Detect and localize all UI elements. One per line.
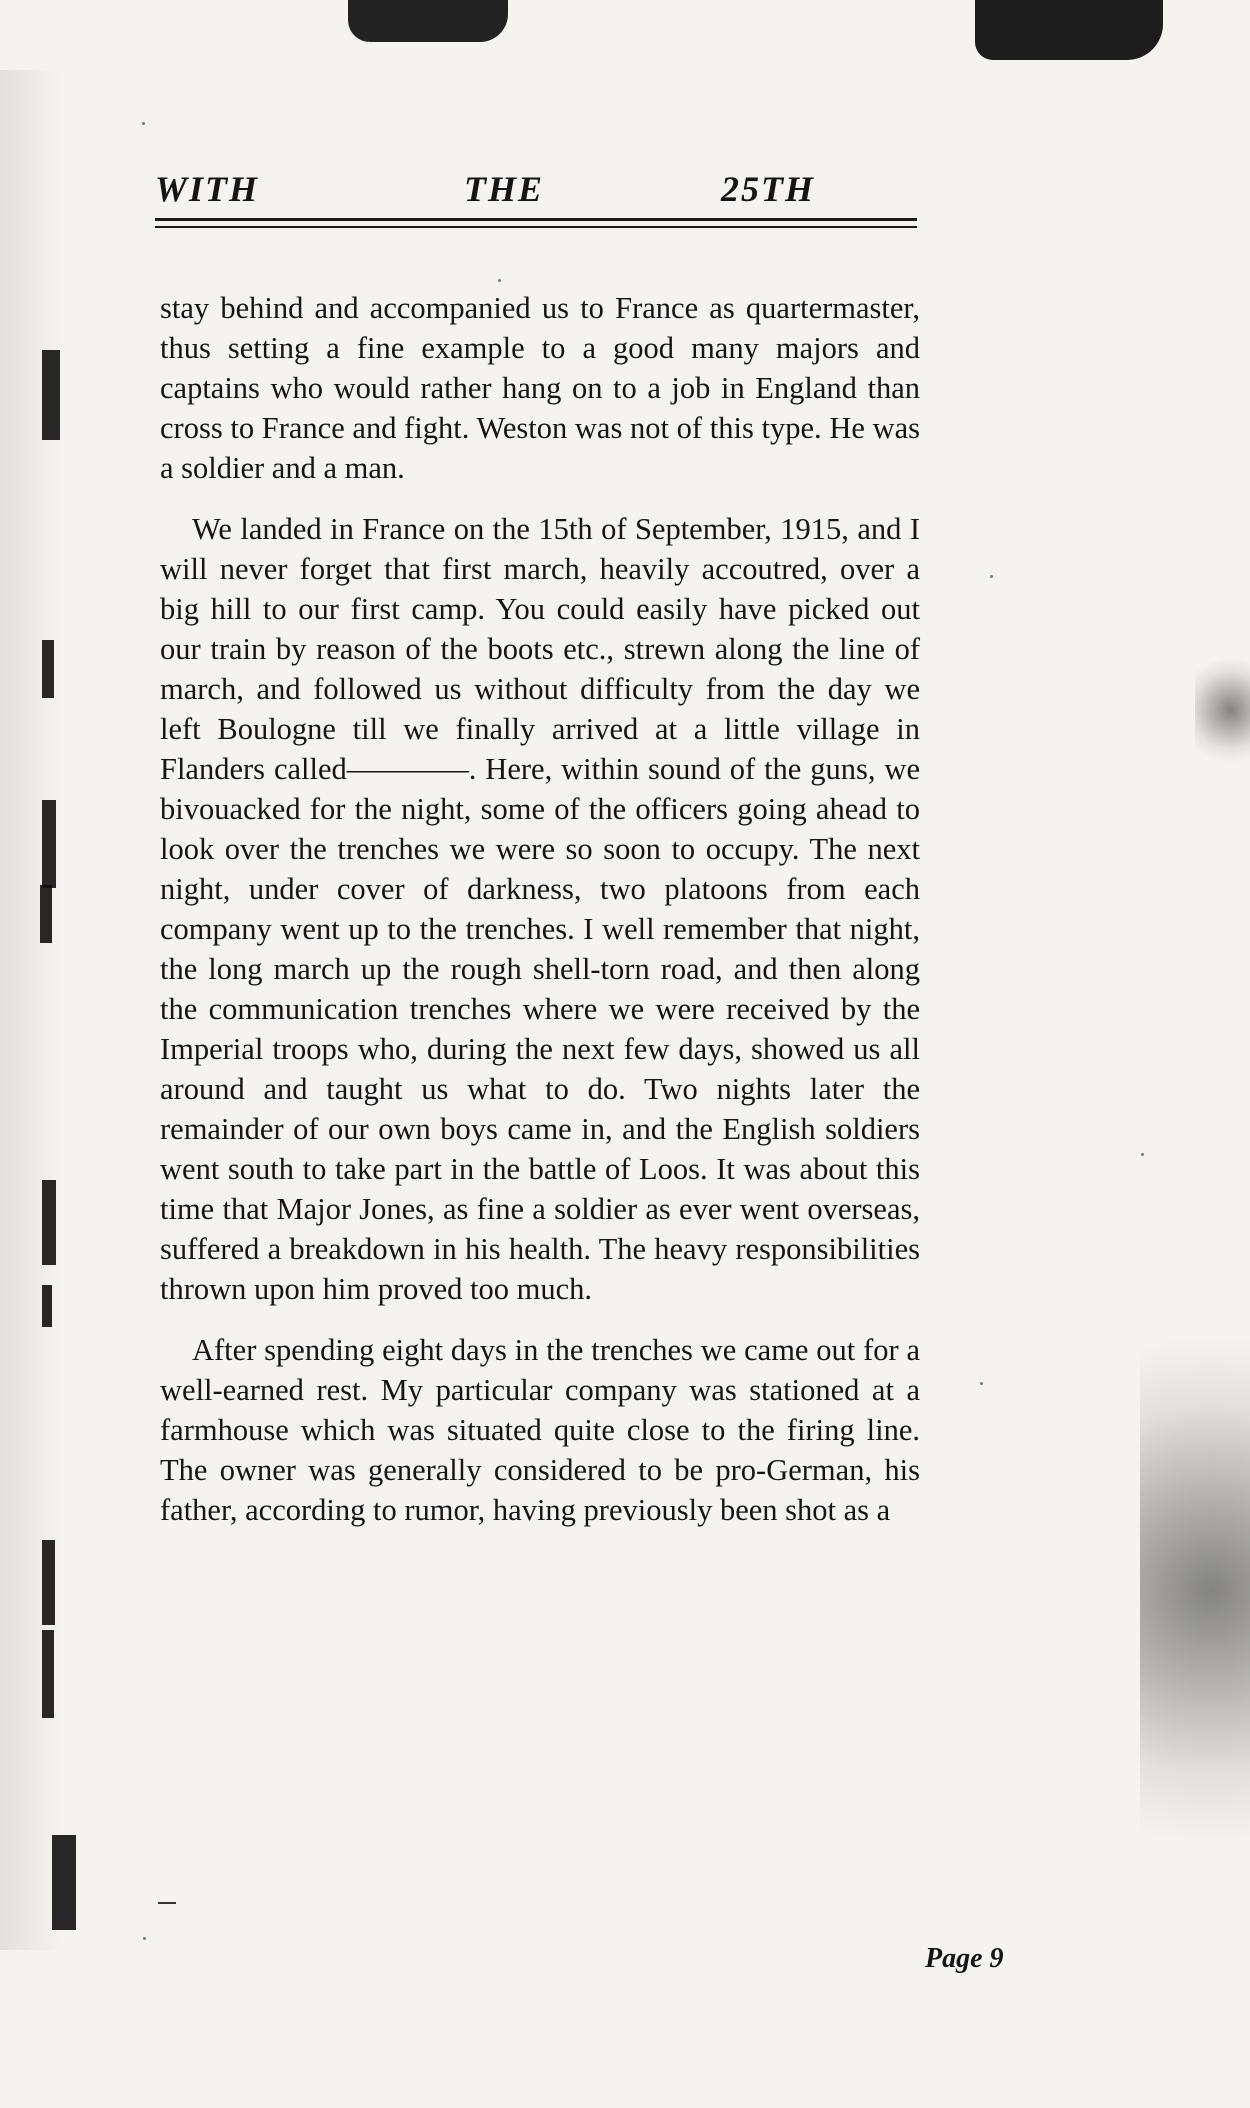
scan-speck <box>980 1382 983 1385</box>
right-edge-smudge <box>1140 1260 1250 1920</box>
left-binding-mark <box>42 1285 52 1327</box>
scan-speck <box>498 279 501 282</box>
paragraph-2: We landed in France on the 15th of September, 1915, and I will never forget that first march, heavily accoutred, over a big hill to our first camp. You could easily have picked out our train by reason of the boots etc., strewn along the line of march, and followed us without difficulty from the day we left Boulogne till we finally arrived at a little village in Flanders called————. Here, within sound of the guns, we bivouacked for the night, some of the officers going ahead to look over the trenches we were so soon to occupy. The next night, under cover of darkness, two platoons from each company went up to the trenches. I well remember that night, the long march up the rough shell-torn road, and then along the communication trenches where we were received by the Imperial troops who, during the next few days, showed us all around and taught us what to do. Two nights later the remainder of our own boys came in, and the English soldiers went south to take part in the battle of Loos. It was about this time that Major Jones, as fine a soldier as ever went overseas, suffered a breakdown in his health. The heavy responsibilities thrown upon him proved too much. <box>160 512 920 1306</box>
scan-speck <box>990 575 993 578</box>
left-binding-mark <box>42 640 54 698</box>
scan-artifact-top-right <box>975 0 1163 60</box>
scan-speck <box>142 122 145 125</box>
scan-artifact-top-left <box>348 0 508 42</box>
left-binding-mark <box>42 1540 55 1625</box>
left-binding-mark <box>40 885 52 943</box>
right-edge-smudge <box>1195 650 1250 770</box>
scan-line <box>158 1902 176 1904</box>
header-rule-thick <box>155 218 917 221</box>
running-head-right: 25TH <box>721 169 815 209</box>
scan-speck <box>143 1937 146 1940</box>
left-binding-mark <box>42 800 56 888</box>
left-binding-mark <box>52 1835 76 1930</box>
page-number: Page 9 <box>925 1943 1004 1974</box>
left-binding-mark <box>42 1180 56 1265</box>
header-rule-thin <box>155 226 917 228</box>
running-head-middle: THE <box>464 169 545 209</box>
running-head <box>155 165 917 213</box>
scan-speck <box>1141 1153 1144 1156</box>
paragraph-3: After spending eight days in the trenches we came out for a well-earned rest. My particular company was stationed at a farmhouse which was situated quite close to the firing line. The owner was generally considered to be pro-German, his father, according to rumor, having previously been shot as a <box>160 1333 920 1527</box>
running-head-left: WITH <box>155 169 260 209</box>
left-binding-mark <box>42 350 60 440</box>
paragraph-1: stay behind and accompanied us to France as quartermaster, thus setting a fine example to a good many majors and captains who would rather hang on to a job in England than cross to France and fight. Weston was not of this type. He was a soldier and a man. <box>160 291 920 485</box>
left-binding-mark <box>42 1630 54 1718</box>
page-body <box>160 288 920 1551</box>
